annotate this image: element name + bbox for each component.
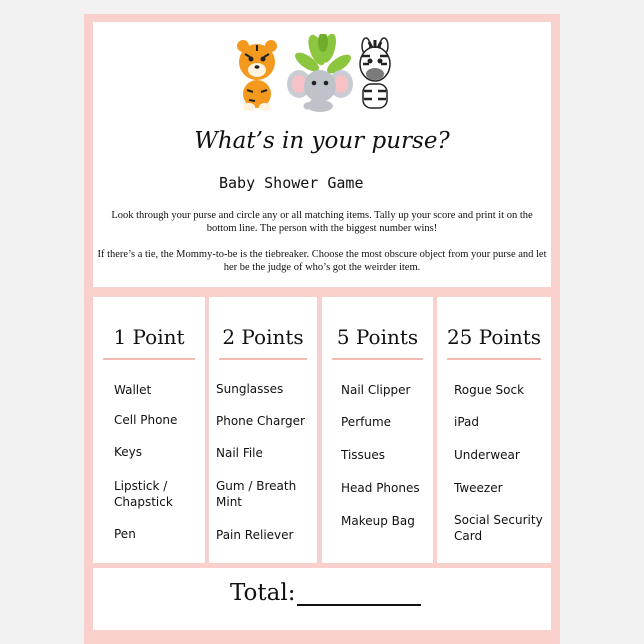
list-item[interactable]: Phone Charger bbox=[216, 414, 305, 428]
total-label: Total: bbox=[230, 580, 296, 606]
list-item[interactable]: Nail Clipper bbox=[341, 383, 411, 397]
list-item[interactable]: Underwear bbox=[454, 448, 520, 462]
tiger-icon bbox=[237, 40, 277, 111]
list-item[interactable]: Keys bbox=[114, 445, 143, 459]
list-item[interactable]: Perfume bbox=[341, 415, 392, 429]
jungle-animals-illustration bbox=[229, 34, 399, 112]
list-item[interactable]: Gum / Breath Mint bbox=[216, 479, 297, 509]
heading-underline bbox=[447, 358, 541, 360]
total-field[interactable] bbox=[230, 580, 421, 606]
list-item[interactable]: Rogue Sock bbox=[454, 383, 525, 397]
list-item[interactable]: Makeup Bag bbox=[341, 514, 415, 528]
heading-underline bbox=[103, 358, 195, 360]
heading-underline bbox=[332, 358, 423, 360]
elephant-icon bbox=[287, 70, 353, 112]
page-title: What’s in your purse? bbox=[194, 128, 450, 154]
points-column-2 bbox=[209, 297, 317, 563]
points-column-1 bbox=[93, 297, 205, 563]
column-heading: 5 Points bbox=[336, 325, 419, 349]
list-item[interactable]: Tweezer bbox=[454, 481, 503, 495]
heading-underline bbox=[219, 358, 307, 360]
column-heading: 2 Points bbox=[222, 325, 304, 349]
list-item[interactable]: iPad bbox=[454, 415, 480, 429]
zebra-icon bbox=[360, 38, 390, 108]
list-item[interactable]: Head Phones bbox=[341, 481, 420, 495]
list-item[interactable]: Sunglasses bbox=[216, 382, 284, 396]
list-item[interactable]: Pain Reliever bbox=[216, 528, 294, 542]
list-item[interactable]: Wallet bbox=[114, 383, 152, 397]
list-item[interactable]: Lipstick / Chapstick bbox=[114, 479, 173, 509]
list-item[interactable]: Tissues bbox=[341, 448, 386, 462]
tiebreaker-paragraph: If there’s a tie, the Mommy-to-be is the tiebreaker. Choose the most obscure object from your purse and let her be the judge of who’s got the weirder item. bbox=[97, 249, 547, 273]
points-column-25 bbox=[437, 297, 551, 563]
total-blank-line[interactable] bbox=[297, 582, 421, 606]
list-item[interactable]: Pen bbox=[114, 527, 136, 541]
column-heading: 1 Point bbox=[113, 325, 185, 349]
column-heading: 25 Points bbox=[446, 325, 542, 349]
list-item[interactable]: Nail File bbox=[216, 446, 263, 460]
page-subtitle: Baby Shower Game bbox=[219, 174, 364, 192]
list-item[interactable]: Social Security Card bbox=[454, 513, 543, 543]
points-column-5 bbox=[322, 297, 433, 563]
list-item[interactable]: Cell Phone bbox=[114, 413, 178, 427]
instructions-paragraph: Look through your purse and circle any or all matching items. Tally up your score and print it on the bottom line. The person with the biggest number wins! bbox=[111, 210, 533, 234]
